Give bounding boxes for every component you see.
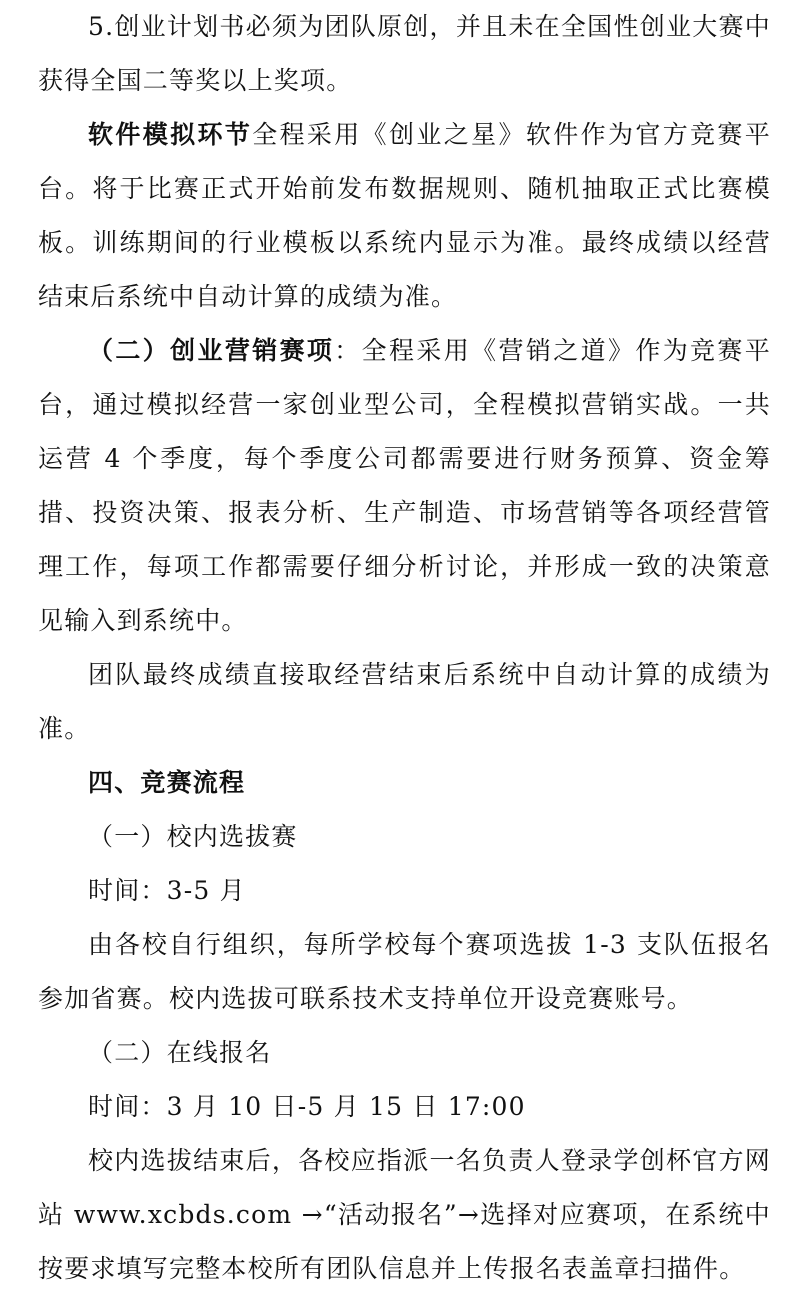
marketing-event-lead: （二）创业营销赛项: [88, 336, 335, 365]
subsection-title-campus-selection: （一）校内选拔赛: [88, 822, 298, 851]
document-page: [38, 0, 771, 1296]
software-simulation-text: 全程采用《创业之星》软件作为官方竞赛平台。将于比赛正式开始前发布数据规则、随机抽取正式比赛模板。训练期间的行业模板以系统内显示为准。最终成绩以经营结束后系统中自动计算的成绩为准。: [38, 120, 771, 311]
paragraph-business-plan-rule: 5.创业计划书必须为团队原创，并且未在全国性创业大赛中获得全国二等奖以上奖项。: [38, 12, 771, 95]
subsection-title-online-registration: （二）在线报名: [88, 1038, 272, 1067]
online-registration-time: 时间：3 月 10 日-5 月 15 日 17:00: [88, 1092, 526, 1121]
paragraph-campus-selection: 由各校自行组织，每所学校每个赛项选拔 1-3 支队伍报名参加省赛。校内选拔可联系技术支持单位开设竞赛账号。: [38, 930, 771, 1013]
paragraph-online-registration: 校内选拔结束后，各校应指派一名负责人登录学创杯官方网站 www.xcbds.com →“活动报名”→选择对应赛项，在系统中按要求填写完整本校所有团队信息并上传报名表盖章扫描件。: [38, 1146, 771, 1283]
software-simulation-lead: 软件模拟环节: [88, 120, 253, 149]
paragraph-software-simulation: [38, 108, 771, 324]
section-heading-competition-process: 四、竞赛流程: [88, 768, 246, 797]
paragraph-marketing-event: [38, 324, 771, 648]
marketing-event-text: ：全程采用《营销之道》作为竞赛平台，通过模拟经营一家创业型公司，全程模拟营销实战。一共运营 4 个季度，每个季度公司都需要进行财务预算、资金筹措、投资决策、报表分析、生产制造、市场营销等各项经营管理工作，每项工作都需要仔细分析讨论，并形成一致的决策意见输入到系统中。: [38, 336, 771, 635]
campus-selection-time: 时间：3-5 月: [88, 876, 246, 905]
paragraph-final-score: 团队最终成绩直接取经营结束后系统中自动计算的成绩为准。: [38, 660, 771, 743]
